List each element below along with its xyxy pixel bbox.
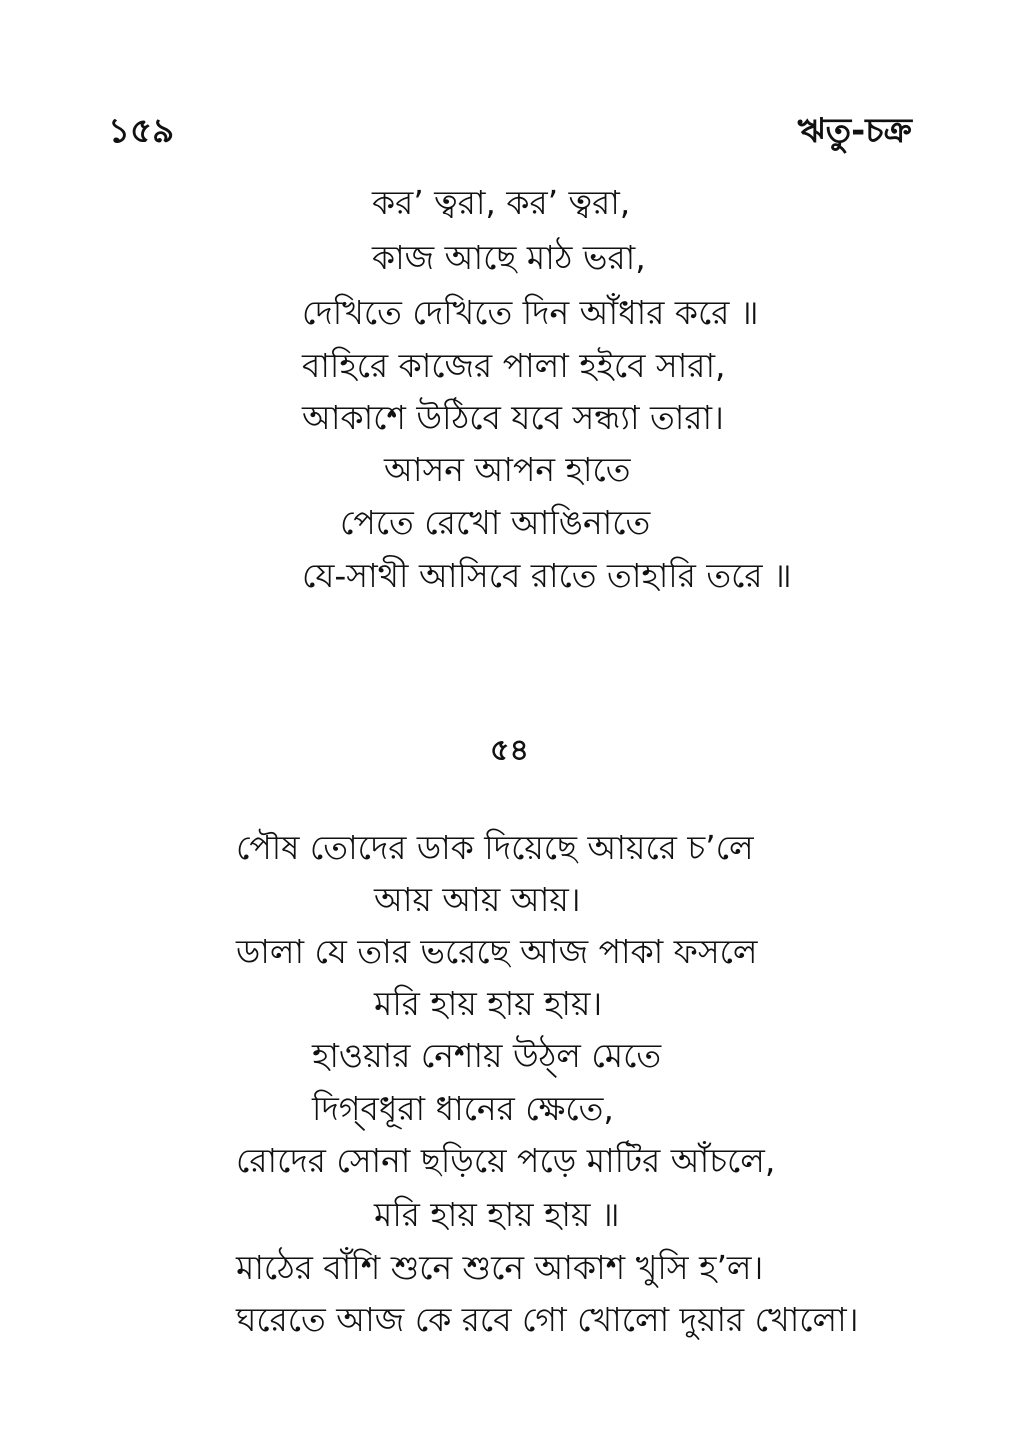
- song-2-line-4: মরি হায় হায় হায়।: [374, 984, 603, 1023]
- song-2-line-1: পৌষ তোদের ডাক দিয়েছে আয়রে চ’লে: [236, 828, 754, 867]
- song-1-line-8: যে-সাথী আসিবে রাতে তাহারি তরে ॥: [302, 556, 792, 595]
- song-1-line-6: আসন আপন হাতে: [384, 450, 631, 489]
- song-1-line-2: কাজ আছে মাঠ ভরা,: [372, 238, 646, 277]
- song-1-line-4: বাহিরে কাজের পালা হইবে সারা,: [302, 346, 726, 385]
- song-2-line-2: আয় আয় আয়।: [374, 880, 581, 919]
- song-1-line-5: আকাশে উঠিবে যবে সন্ধ্যা তারা।: [302, 398, 724, 437]
- song-2-line-8: মরি হায় হায় হায় ॥: [374, 1195, 620, 1234]
- song-1-line-7: পেতে রেখো আঙিনাতে: [340, 503, 651, 542]
- song-2-line-3: ডালা যে তার ভরেছে আজ পাকা ফসলে: [236, 932, 758, 971]
- page-number: ১৫৯: [108, 111, 175, 151]
- song-2-line-9: মাঠের বাঁশি শুনে শুনে আকাশ খুসি হ’ল।: [236, 1248, 764, 1287]
- song-1-line-1: কর’ ত্বরা, কর’ ত্বরা,: [372, 183, 631, 222]
- song-2-line-5: হাওয়ার নেশায় উঠ্‌ল মেতে: [312, 1036, 662, 1075]
- song-number: ৫৪: [490, 733, 529, 768]
- running-title: ঋতু-চক্র: [797, 111, 912, 151]
- song-2-line-7: রোদের সোনা ছড়িয়ে পড়ে মাটির আঁচলে,: [236, 1141, 776, 1180]
- song-2-line-10: ঘরেতে আজ কে রবে গো খোলো দুয়ার খোলো।: [236, 1300, 859, 1339]
- song-2-line-6: দিগ্‌বধূরা ধানের ক্ষেতে,: [312, 1089, 614, 1128]
- song-1-line-3: দেখিতে দেখিতে দিন আঁধার করে ॥: [302, 293, 759, 332]
